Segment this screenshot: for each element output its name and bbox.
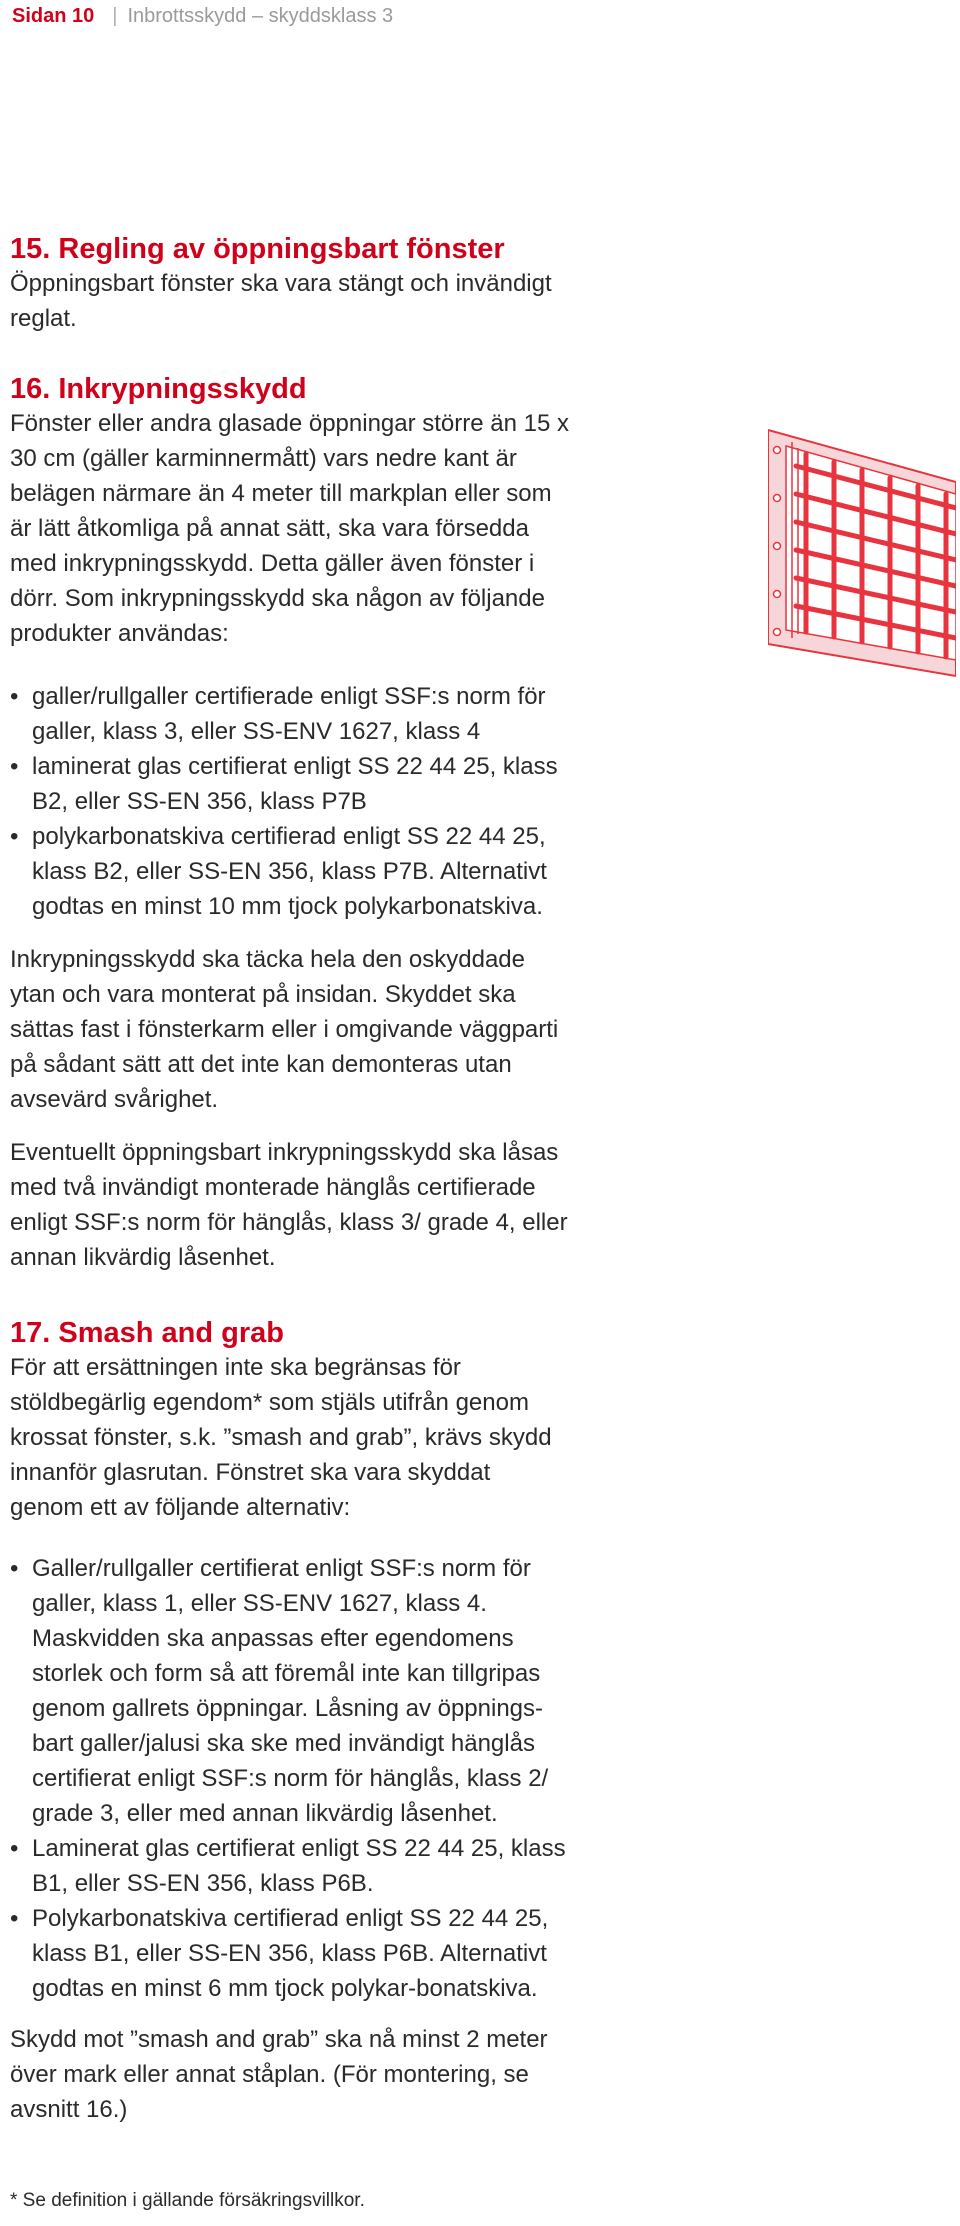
section-17-list bbox=[10, 1551, 570, 2006]
section-15-title: 15. Regling av öppningsbart fönster bbox=[10, 233, 505, 265]
header-separator: | bbox=[112, 5, 118, 27]
list-item: • Polykarbonatskiva certifierad enligt SS 22 44 25, klass B1, eller SS-EN 356, klass P6B. Alternativt godtas en minst 6 mm tjock polykar-bonatskiva. bbox=[10, 1901, 570, 2006]
list-item: • Laminerat glas certifierat enligt SS 22 44 25, klass B1, eller SS-EN 356, klass P6B. bbox=[10, 1831, 570, 1901]
section-15 bbox=[10, 232, 570, 336]
section-17-title: 17. Smash and grab bbox=[10, 1317, 284, 1349]
section-17 bbox=[10, 1316, 570, 2127]
section-16-title: 16. Inkrypningsskydd bbox=[10, 373, 307, 405]
section-15-body: Öppningsbart fönster ska vara stängt och invändigt reglat. bbox=[10, 270, 552, 332]
page-number-label: Sidan 10 bbox=[12, 5, 95, 27]
page-header bbox=[12, 2, 393, 30]
footnote: * Se definition i gällande försäkringsvillkor. bbox=[10, 2190, 365, 2211]
list-item: • galler/rullgaller certifierade enligt SSF:s norm för galler, klass 3, eller SS-ENV 1627, klass 4 bbox=[10, 679, 570, 749]
list-item: • Galler/rullgaller certifierat enligt SSF:s norm för galler, klass 1, eller SS-ENV 1627, klass 4. Maskvidden ska anpassas efter egendomens storlek och form så att föremål inte kan tillgripas genom gallrets öppningar. Låsning av öppnings-bart galler/jalusi ska ske med invändigt hänglås certifierat enligt SSF:s norm för hänglås, klass 2/ grade 3, eller med annan likvärdig låsenhet. bbox=[10, 1551, 570, 1831]
section-16-paragraph-3: Eventuellt öppningsbart inkrypningsskydd ska låsas med två invändigt monterade hänglås certifierade enligt SSF:s norm för hänglås, klass 3/ grade 4, eller annan likvärdig låsenhet. bbox=[10, 1139, 568, 1271]
chapter-title: Inbrottsskydd – skyddsklass 3 bbox=[127, 5, 394, 27]
list-item: • polykarbonatskiva certifierad enligt SS 22 44 25, klass B2, eller SS-EN 356, klass P7B. Alternativt godtas en minst 10 mm tjock polykarbonatskiva. bbox=[10, 819, 570, 924]
section-17-closing: Skydd mot ”smash and grab” ska nå minst 2 meter över mark eller annat ståplan. (För montering, se avsnitt 16.) bbox=[10, 2026, 548, 2123]
window-grille-illustration bbox=[768, 428, 956, 678]
section-16-list bbox=[10, 679, 570, 924]
section-17-intro: För att ersättningen inte ska begränsas för stöldbegärlig egendom* som stjäls utifrån genom krossat fönster, s.k. ”smash and grab”, krävs skydd innanför glasrutan. Fönstret ska vara skyddat genom ett av följande alternativ: bbox=[10, 1354, 552, 1521]
section-16-paragraph-2: Inkrypningsskydd ska täcka hela den oskyddade ytan och vara monterat på insidan. Skyddet ska sättas fast i fönsterkarm eller i omgivande väggparti på sådant sätt att det inte kan demonteras utan avsevärd svårighet. bbox=[10, 946, 559, 1113]
list-item: • laminerat glas certifierat enligt SS 22 44 25, klass B2, eller SS-EN 356, klass P7B bbox=[10, 749, 570, 819]
section-16 bbox=[10, 372, 570, 1275]
section-16-intro: Fönster eller andra glasade öppningar större än 15 x 30 cm (gäller karminnermått) vars nedre kant är belägen närmare än 4 meter till markplan eller som är lätt åtkomliga på annat sätt, ska vara försedda med inkrypningsskydd. Detta gäller även fönster i dörr. Som inkrypningsskydd ska någon av följande produkter användas: bbox=[10, 410, 570, 647]
